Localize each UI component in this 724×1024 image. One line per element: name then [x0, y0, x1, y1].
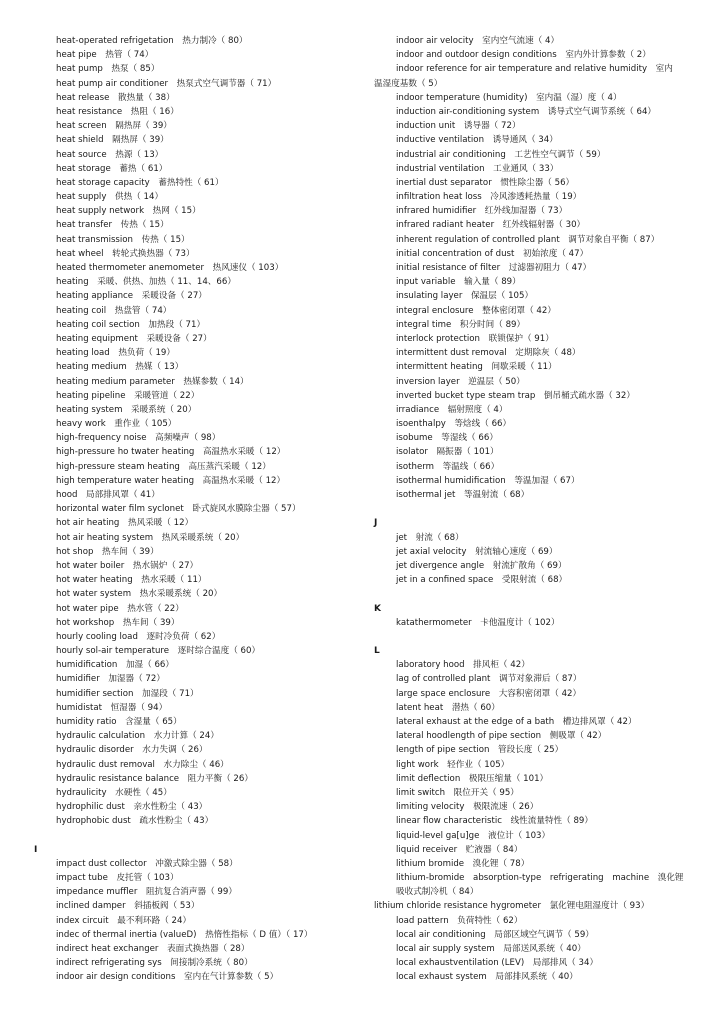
- index-entry: infrared radiant heater 红外线辐射器（ 30）: [396, 220, 586, 231]
- index-entry: local air supply system 局部送风系统（ 40）: [396, 944, 586, 954]
- index-entry: integral enclosure 整体密闭罩（ 42）: [396, 305, 556, 316]
- index-entry: lithium bromide 溴化锂（ 78）: [396, 858, 530, 869]
- index-entry: heat pump 热泵（ 85）: [56, 64, 160, 75]
- index-entry: indoor and outdoor design conditions 室内外计算参数（ 2）: [396, 50, 651, 61]
- index-entry: hot workshop 热车间（ 39）: [56, 617, 180, 628]
- index-entry: high-frequency noise 高频噪声（ 98）: [56, 433, 221, 444]
- index-entry: large space enclosure 大容积密闭罩（ 42）: [396, 688, 582, 699]
- index-entry: length of pipe section 管段长度（ 25）: [396, 745, 564, 756]
- index-entry: high-pressure steam heating 高压蒸汽采暖（ 12）: [56, 461, 271, 472]
- index-entry-continuation: lithium chloride resistance hygrometer 氯化锂电阻湿度计（ 93）: [374, 901, 650, 912]
- index-entry: lateral hoodlength of pipe section 侧吸罩（ 42）: [396, 731, 607, 742]
- index-entry: hot air heating 热风采暖（ 12）: [56, 518, 194, 529]
- index-entry: heat transfer 传热（ 15）: [56, 220, 169, 231]
- index-entry: heating coil 热盘管（ 74）: [56, 305, 172, 316]
- right-column: [374, 34, 694, 985]
- index-entry: heating system 采暖系统（ 20）: [56, 404, 197, 415]
- index-entry: inertial dust separator 惯性除尘器（ 56）: [396, 177, 575, 188]
- index-entry: isothermal jet 等温射流（ 68）: [396, 490, 530, 500]
- section-letter: I: [34, 844, 38, 855]
- index-entry: hydraulic resistance balance 阻力平衡（ 26）: [56, 773, 253, 784]
- index-entry: hydrophilic dust 亲水性粉尘（ 43）: [56, 802, 208, 813]
- index-entry: hot water heating 热水采暖（ 11）: [56, 575, 207, 586]
- section-letter: L: [374, 646, 380, 657]
- index-entry: insulating layer 保温层（ 105）: [396, 291, 534, 302]
- index-entry: katathermometer 卡他温度计（ 102）: [396, 617, 560, 628]
- index-entry: indirect refrigerating sys 间接制冷系统（ 80）: [56, 958, 253, 969]
- index-entry: integral time 积分时间（ 89）: [396, 319, 526, 330]
- index-entry: induction air-conditioning system 诱导式空气调节系统（ 64）: [396, 106, 657, 117]
- index-entry: linear flow characteristic 线性流量特性（ 89）: [396, 816, 593, 827]
- index-entry: isothermal humidification 等温加湿（ 67）: [396, 475, 580, 486]
- index-entry: humidity ratio 含湿量（ 65）: [56, 717, 182, 727]
- index-entry: humidification 加湿（ 66）: [56, 660, 174, 671]
- index-entry: jet divergence angle 射流扩散角（ 69）: [396, 560, 567, 571]
- section-gap: [34, 829, 364, 843]
- index-entry: isoenthalpy 等焓线（ 66）: [396, 419, 512, 430]
- index-entry: heating load 热负荷（ 19）: [56, 348, 175, 359]
- index-entry: heat resistance 热阻（ 16）: [56, 106, 179, 117]
- index-entry: heating medium parameter 热媒参数（ 14）: [56, 376, 249, 387]
- index-entry: jet axial velocity 射流轴心速度（ 69）: [396, 546, 558, 557]
- index-entry: interlock protection 联锁保护（ 91）: [396, 333, 554, 344]
- index-entry: heat storage 蓄热（ 61）: [56, 163, 168, 174]
- index-entry: indoor temperature (humidity) 室内温（湿）度（ 4）: [396, 92, 622, 103]
- index-entry: heat supply network 热网（ 15）: [56, 206, 201, 217]
- index-entry: local exhaustventilation (LEV) 局部排风（ 34）: [396, 958, 599, 969]
- index-entry: heat supply 供热（ 14）: [56, 192, 164, 203]
- index-entry: jet 射流（ 68）: [396, 532, 464, 543]
- index-entry: hourly cooling load 逐时冷负荷（ 62）: [56, 631, 221, 642]
- index-entry: 吸收式制冷机（ 84）: [396, 887, 479, 898]
- index-entry: heat source 热源（ 13）: [56, 149, 164, 160]
- index-entry: isobume 等湿线（ 66）: [396, 433, 498, 444]
- index-entry: hot water pipe 热水管（ 22）: [56, 603, 184, 614]
- index-entry: index circuit 最不利环路（ 24）: [56, 915, 192, 926]
- index-entry: heat screen 隔热屏（ 39）: [56, 121, 172, 132]
- index-entry: hydraulic calculation 水力计算（ 24）: [56, 731, 219, 742]
- index-entry: hood 局部排风罩（ 41）: [56, 490, 160, 500]
- index-entry: inversion layer 逆温层（ 50）: [396, 376, 525, 387]
- index-entry: high temperature water heating 高温热水采暖（ 12）: [56, 475, 286, 486]
- index-entry: light work 轻作业（ 105）: [396, 759, 510, 770]
- index-entry: heating medium 热媒（ 13）: [56, 362, 184, 373]
- index-entry: heating 采暖、供热、加热（ 11、14、66）: [56, 277, 236, 288]
- index-entry: induction unit 诱导器（ 72）: [396, 121, 521, 132]
- index-entry: indoor air design conditions 室内在气计算参数（ 5）: [56, 972, 279, 983]
- index-entry: high-pressure ho twater heating 高温热水采暖（ 12）: [56, 447, 286, 458]
- left-column: [34, 34, 364, 985]
- index-entry: heat pump air conditioner 热泵式空气调节器（ 71）: [56, 78, 277, 89]
- index-entry: hydrophobic dust 疏水性粉尘（ 43）: [56, 816, 214, 827]
- index-entry: infrared humidifier 红外线加湿器（ 73）: [396, 206, 568, 217]
- index-entry: lithium-bromide absorption-type refrigerating machine 溴化锂: [396, 873, 684, 884]
- index-entry: laboratory hood 排风柜（ 42）: [396, 660, 530, 671]
- index-entry: liquid-level ga[u]ge 液位计（ 103）: [396, 830, 551, 841]
- index-entry: hourly sol-air temperature 逐时综合温度（ 60）: [56, 646, 261, 657]
- section-gap: [374, 502, 694, 516]
- index-entry: irradiance 辐射照度（ 4）: [396, 404, 508, 415]
- index-entry: heat pipe 热管（ 74）: [56, 50, 154, 61]
- index-entry: inherent regulation of controlled plant 调节对象自平衡（ 87）: [396, 234, 660, 245]
- index-entry: limiting velocity 极限流速（ 26）: [396, 802, 539, 813]
- index-entry: hydraulic dust removal 水力除尘（ 46）: [56, 759, 229, 770]
- index-entry: latent heat 潜热（ 60）: [396, 702, 500, 713]
- index-entry: indec of thermal inertia (valueD) 热惰性指标（ D 值）（ 17）: [56, 929, 313, 940]
- index-entry: heat transmission 传热（ 15）: [56, 234, 190, 245]
- index-entry: intermittent heating 间歇采暖（ 11）: [396, 362, 557, 373]
- index-entry: hydraulic disorder 水力失调（ 26）: [56, 745, 208, 756]
- index-entry: load pattern 负荷特性（ 62）: [396, 915, 523, 926]
- index-entry: liquid receiver 贮液器（ 84）: [396, 844, 523, 855]
- index-entry: heat-operated refrigetation 热力制冷（ 80）: [56, 36, 248, 46]
- section-gap: [374, 630, 694, 644]
- index-entry: indoor reference for air temperature and relative humidity 室内: [396, 64, 673, 75]
- index-entry: local exhaust system 局部排风系统（ 40）: [396, 972, 578, 983]
- index-entry: impedance muffler 阻抗复合消声器（ 99）: [56, 887, 237, 898]
- index-entry: heat storage capacity 蓄热特性（ 61）: [56, 177, 224, 188]
- index-entry: limit deflection 极限压缩量（ 101）: [396, 773, 549, 784]
- index-entry: hot shop 热车间（ 39）: [56, 546, 159, 557]
- index-entry: humidifier section 加湿段（ 71）: [56, 688, 199, 699]
- index-entry: lateral exhaust at the edge of a bath 槽边排风罩（ 42）: [396, 717, 637, 727]
- index-entry: hot air heating system 热风采暖系统（ 20）: [56, 532, 245, 543]
- index-entry: heating appliance 采暖设备（ 27）: [56, 291, 207, 302]
- index-entry: humidifier 加湿器（ 72）: [56, 674, 165, 685]
- index-entry-continuation: 温湿度基数（ 5）: [374, 78, 443, 89]
- index-entry: horizontal water film syclonet 卧式旋风水膜除尘器（ 57）: [56, 504, 301, 515]
- index-entry: heavy work 重作业（ 105）: [56, 419, 177, 430]
- section-letter: J: [374, 518, 378, 529]
- index-entry: industrial air conditioning 工艺性空气调节（ 59）: [396, 149, 606, 160]
- index-entry: heat release 散热量（ 38）: [56, 92, 175, 103]
- index-entry: impact tube 皮托管（ 103）: [56, 873, 179, 884]
- index-entry: inductive ventilation 诱导通风（ 34）: [396, 135, 558, 146]
- index-entry: jet in a confined space 受限射流（ 68）: [396, 575, 568, 586]
- index-entry: infiltration heat loss 冷风渗透耗热量（ 19）: [396, 192, 582, 203]
- index-entry: heat shield 隔热屏（ 39）: [56, 135, 169, 146]
- index-entry: intermittent dust removal 定期除灰（ 48）: [396, 348, 581, 359]
- index-entry: lag of controlled plant 调节对象滞后（ 87）: [396, 674, 582, 685]
- index-entry: hydraulicity 水硬性（ 45）: [56, 787, 172, 798]
- section-gap: [374, 587, 694, 601]
- index-entry: isotherm 等温线（ 66）: [396, 461, 500, 472]
- index-entry: indoor air velocity 室内空气流速（ 4）: [396, 36, 560, 46]
- index-entry: heating pipeline 采暖管道（ 22）: [56, 390, 200, 401]
- index-entry: inverted bucket type steam trap 倒吊桶式疏水器（ 32）: [396, 390, 635, 401]
- index-entry: isolator 隔振器（ 101）: [396, 447, 499, 458]
- index-entry: initial resistance of filter 过滤器初阻力（ 47）: [396, 263, 592, 273]
- index-entry: industrial ventilation 工业通风（ 33）: [396, 163, 559, 174]
- index-entry: local air conditioning 局部区域空气调节（ 59）: [396, 929, 594, 940]
- index-entry: initial concentration of dust 初始浓度（ 47）: [396, 248, 589, 259]
- index-entry: heating coil section 加热段（ 71）: [56, 319, 206, 330]
- index-entry: input variable 输入量（ 89）: [396, 277, 521, 288]
- index-entry: hot water system 热水采暖系统（ 20）: [56, 589, 223, 600]
- index-entry: indirect heat exchanger 表面式换热器（ 28）: [56, 944, 250, 954]
- index-entry: heated thermometer anemometer 热风速仪（ 103）: [56, 263, 284, 273]
- index-entry: limit switch 限位开关（ 95）: [396, 787, 519, 798]
- section-letter: K: [374, 603, 381, 614]
- index-entry: inclined damper 斜插板阀（ 53）: [56, 901, 200, 912]
- index-entry: heating equipment 采暖设备（ 27）: [56, 333, 212, 344]
- index-entry: heat wheel 转轮式换热器（ 73）: [56, 248, 195, 259]
- index-entry: hot water boiler 热水锅炉（ 27）: [56, 560, 199, 571]
- index-entry: impact dust collector 冲激式除尘器（ 58）: [56, 858, 238, 869]
- index-entry: humidistat 恒湿器（ 94）: [56, 702, 168, 713]
